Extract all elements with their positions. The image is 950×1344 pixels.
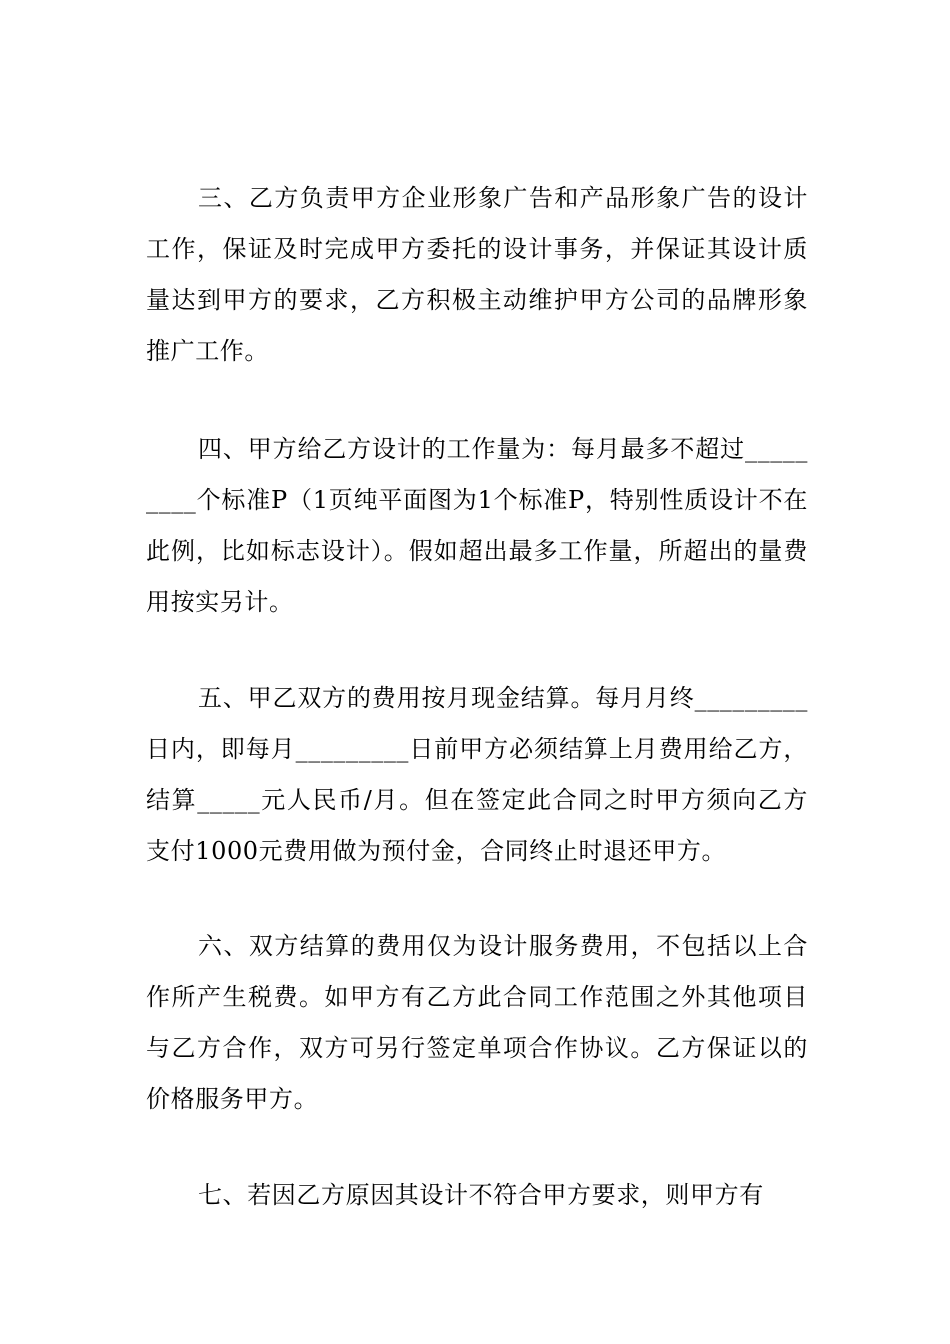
clause-4-paragraph: 四、甲方给乙方设计的工作量为：每月最多不超过_________个标准P（1页纯平面图为1个标准P，特别性质设计不在此例，比如标志设计）。假如超出最多工作量，所超出的量费用按实另计。 (146, 435, 808, 616)
clause-5-paragraph: 五、甲乙双方的费用按月现金结算。每月月终_________日内，即每月_________日前甲方必须结算上月费用给乙方，结算_____元人民币/月。但在签定此合同之时甲方须向乙方支付1000元费用做为预付金，合同终止时退还甲方。 (146, 684, 808, 865)
clause-3-paragraph: 三、乙方负责甲方企业形象广告和产品形象广告的设计工作，保证及时完成甲方委托的设计事务，并保证其设计质量达到甲方的要求，乙方积极主动维护甲方公司的品牌形象推广工作。 (146, 184, 808, 365)
clause-6-paragraph: 六、双方结算的费用仅为设计服务费用，不包括以上合作所产生税费。如甲方有乙方此合同工作范围之外其他项目与乙方合作，双方可另行签定单项合作协议。乙方保证以的价格服务甲方。 (146, 932, 808, 1113)
clause-7-paragraph: 七、若因乙方原因其设计不符合甲方要求，则甲方有 (198, 1181, 764, 1209)
